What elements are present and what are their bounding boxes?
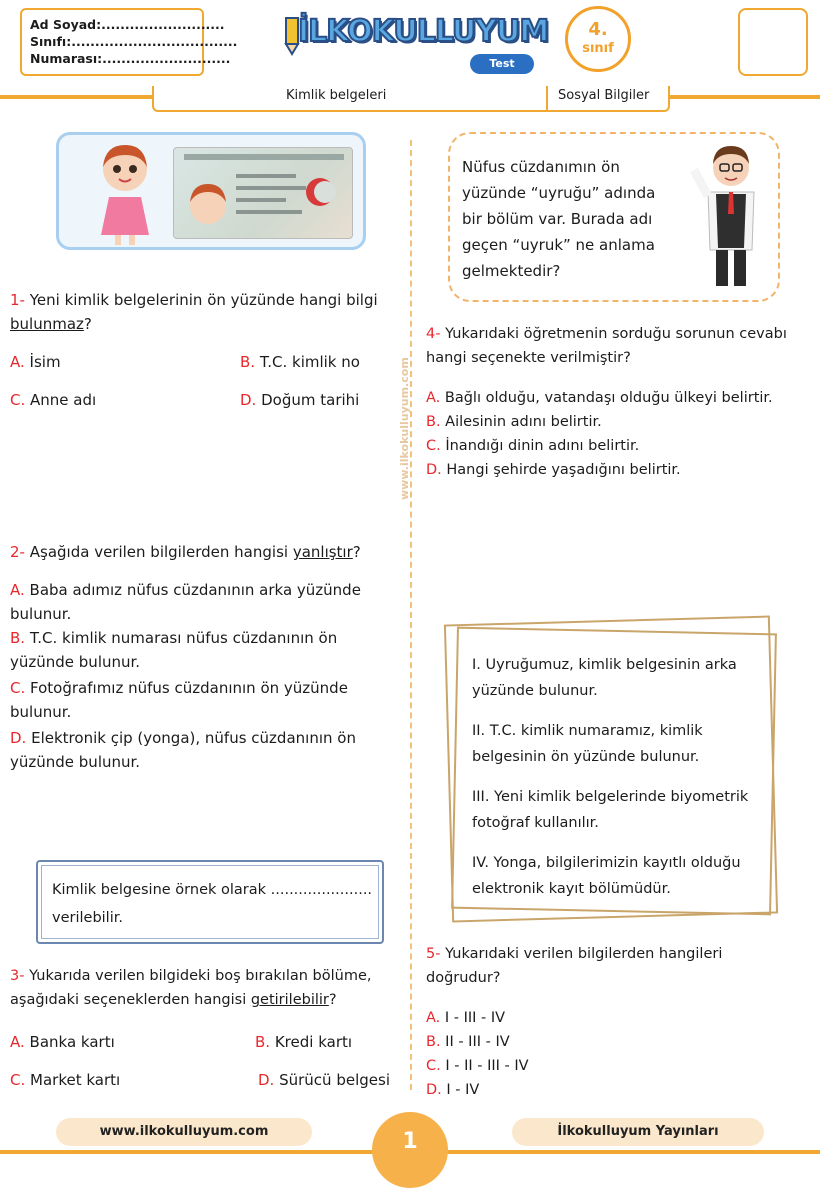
q5-text-1: Yukarıdaki verilen bilgilerden hangileri — [445, 946, 723, 962]
logo-text: İLKOKULLUYUM — [298, 14, 549, 49]
q2-option-c[interactable] — [10, 676, 405, 724]
q4-number: 4- — [426, 326, 441, 342]
option-letter: A. — [426, 1010, 441, 1026]
q1-option-c[interactable] — [10, 388, 96, 412]
q5-option-a[interactable] — [426, 1006, 505, 1030]
option-text: I - III - IV — [444, 1010, 506, 1026]
q3-number: 3- — [10, 968, 25, 984]
bubble-line-1: Nüfus cüzdanımın ön — [462, 158, 620, 176]
option-letter: B. — [426, 1034, 441, 1050]
q1-emphasis: bulunmaz — [10, 315, 84, 333]
name-field: Ad Soyad:.......................... — [30, 17, 225, 32]
bubble-line-2: yüzünde “uyruğu” adında — [462, 184, 656, 202]
option-text: T.C. kimlik no — [259, 353, 360, 371]
statement-text: I. Uyruğumuz, kimlik belgesinin arka — [472, 657, 737, 673]
fill-in-line-2: verilebilir. — [52, 910, 123, 926]
topic-divider — [546, 86, 548, 110]
option-text: Sürücü belgesi — [279, 1071, 390, 1089]
option-text: Banka kartı — [29, 1033, 115, 1051]
test-badge: Test — [470, 54, 534, 74]
option-text: I - IV — [446, 1082, 480, 1098]
option-letter: A. — [10, 1033, 25, 1051]
footer-publisher: İlkokulluyum Yayınları — [512, 1118, 764, 1146]
option-letter: C. — [426, 438, 441, 454]
q3-option-b[interactable] — [255, 1030, 352, 1054]
teacher-illustration — [696, 140, 766, 290]
girl-illustration — [85, 139, 165, 247]
question-3 — [10, 964, 410, 1012]
grade-word: sınıf — [582, 41, 614, 56]
option-text: İnandığı dinin adını belirtir. — [445, 438, 640, 454]
option-letter: D. — [258, 1071, 275, 1089]
option-text: T.C. kimlik numarası nüfus cüzdanının ön — [29, 629, 338, 647]
statement-text-cont: belgesinin ön yüzünde bulunur. — [472, 749, 700, 765]
q2-text: Aşağıda verilen bilgilerden hangisi — [29, 543, 289, 561]
q1-option-d[interactable] — [240, 388, 359, 412]
option-letter: B. — [426, 414, 441, 430]
statement-4 — [472, 850, 772, 902]
q4-text-2: hangi seçenekte verilmiştir? — [426, 350, 631, 366]
q2-option-a[interactable] — [10, 578, 405, 626]
q2-qmark: ? — [352, 543, 361, 561]
q3-text-2: aşağıdaki seçeneklerden hangisi — [10, 992, 247, 1008]
option-letter: C. — [10, 679, 26, 697]
number-field: Numarası:........................... — [30, 51, 231, 66]
fill-in-box — [36, 860, 384, 944]
q4-option-a[interactable] — [426, 386, 773, 410]
q4-option-d[interactable] — [426, 458, 681, 482]
q1-option-a[interactable] — [10, 350, 61, 374]
option-letter: C. — [10, 1071, 26, 1089]
q1-number: 1- — [10, 291, 25, 309]
topic-bar — [152, 86, 670, 112]
option-text-cont: yüzünde bulunur. — [10, 653, 141, 671]
option-letter: D. — [426, 1082, 442, 1098]
statement-text: III. Yeni kimlik belgelerinde biyometrik — [472, 789, 749, 805]
statement-text-cont: fotoğraf kullanılır. — [472, 815, 599, 831]
footer-website: www.ilkokulluyum.com — [56, 1118, 312, 1146]
topic-title: Kimlik belgeleri — [286, 88, 387, 103]
question-1 — [10, 288, 400, 336]
option-text: I - II - III - IV — [445, 1058, 529, 1074]
q3-option-c[interactable] — [10, 1068, 120, 1092]
bubble-line-3: bir bölüm var. Burada adı — [462, 210, 653, 228]
option-text: Bağlı olduğu, vatandaşı olduğu ülkeyi belirtir. — [444, 390, 773, 406]
option-letter: A. — [426, 390, 441, 406]
grade-badge — [565, 6, 631, 72]
option-letter: B. — [255, 1033, 271, 1051]
option-text: Kredi kartı — [274, 1033, 353, 1051]
q5-option-d[interactable] — [426, 1078, 479, 1102]
page-number: 1 — [372, 1112, 448, 1188]
bubble-line-5: gelmektedir? — [462, 262, 561, 280]
option-letter: B. — [10, 629, 26, 647]
q2-emphasis: yanlıştır — [292, 543, 353, 561]
q1-option-b[interactable] — [240, 350, 360, 374]
q3-option-d[interactable] — [258, 1068, 390, 1092]
option-letter: D. — [240, 391, 257, 409]
subject-title: Sosyal Bilgiler — [558, 88, 650, 103]
q2-option-d[interactable] — [10, 726, 405, 774]
question-2 — [10, 540, 400, 564]
statement-text: II. T.C. kimlik numaramız, kimlik — [472, 723, 703, 739]
option-text-cont: yüzünde bulunur. — [10, 753, 141, 771]
option-text: Doğum tarihi — [261, 391, 360, 409]
q4-text-1: Yukarıdaki öğretmenin sorduğu sorunun cevabı — [445, 326, 787, 342]
bubble-line-4: geçen “uyruk” ne anlama — [462, 236, 655, 254]
q1-qmark: ? — [83, 315, 92, 333]
question-5 — [426, 942, 806, 990]
option-letter: B. — [240, 353, 256, 371]
statement-3 — [472, 784, 772, 836]
watermark: www.ilkokulluyum.com — [398, 357, 411, 500]
option-text: Fotoğrafımız nüfus cüzdanının ön yüzünde — [30, 679, 348, 697]
class-field: Sınıfı:................................... — [30, 34, 238, 49]
question-4 — [426, 322, 818, 370]
column-divider — [410, 140, 412, 1090]
option-text: Hangi şehirde yaşadığını belirtir. — [446, 462, 681, 478]
statement-2 — [472, 718, 772, 770]
option-text: Elektronik çip (yonga), nüfus cüzdanının ön — [31, 729, 356, 747]
id-card-illustration — [56, 132, 366, 250]
statement-text-cont: elektronik kayıt bölümüdür. — [472, 881, 671, 897]
grade-number: 4. — [588, 19, 608, 40]
score-box — [738, 8, 808, 76]
option-text-cont: bulunur. — [10, 605, 72, 623]
q3-emphasis: getirilebilir — [250, 992, 329, 1008]
option-text: Ailesinin adını belirtir. — [445, 414, 602, 430]
option-letter: C. — [10, 391, 26, 409]
option-text: Anne adı — [30, 391, 97, 409]
q5-option-b[interactable] — [426, 1030, 510, 1054]
option-text: Market kartı — [30, 1071, 121, 1089]
q2-option-b[interactable] — [10, 626, 405, 674]
student-info-box — [20, 8, 238, 76]
q5-text-2: doğrudur? — [426, 970, 501, 986]
q3-text-1: Yukarıda verilen bilgideki boş bırakılan bölüme, — [29, 968, 372, 984]
option-letter: C. — [426, 1058, 441, 1074]
q5-option-c[interactable] — [426, 1054, 529, 1078]
q3-qmark: ? — [328, 992, 337, 1008]
option-text: Baba adımız nüfus cüzdanının arka yüzünde — [29, 581, 361, 599]
option-text: II - III - IV — [445, 1034, 510, 1050]
q5-number: 5- — [426, 946, 441, 962]
option-text-cont: bulunur. — [10, 703, 72, 721]
option-letter: D. — [10, 729, 27, 747]
statement-text: IV. Yonga, bilgilerimizin kayıtlı olduğu — [472, 855, 741, 871]
option-text: İsim — [29, 353, 61, 371]
id-card-image — [173, 147, 353, 239]
fill-in-line-1: Kimlik belgesine örnek olarak ...................... — [52, 882, 373, 898]
option-letter: A. — [10, 581, 25, 599]
q4-option-b[interactable] — [426, 410, 602, 434]
q1-text: Yeni kimlik belgelerinin ön yüzünde hangi bilgi — [29, 291, 378, 309]
q3-option-a[interactable] — [10, 1030, 115, 1054]
option-letter: A. — [10, 353, 25, 371]
statement-text-cont: yüzünde bulunur. — [472, 683, 598, 699]
q2-number: 2- — [10, 543, 25, 561]
statement-1 — [472, 652, 772, 704]
q4-option-c[interactable] — [426, 434, 639, 458]
option-letter: D. — [426, 462, 442, 478]
